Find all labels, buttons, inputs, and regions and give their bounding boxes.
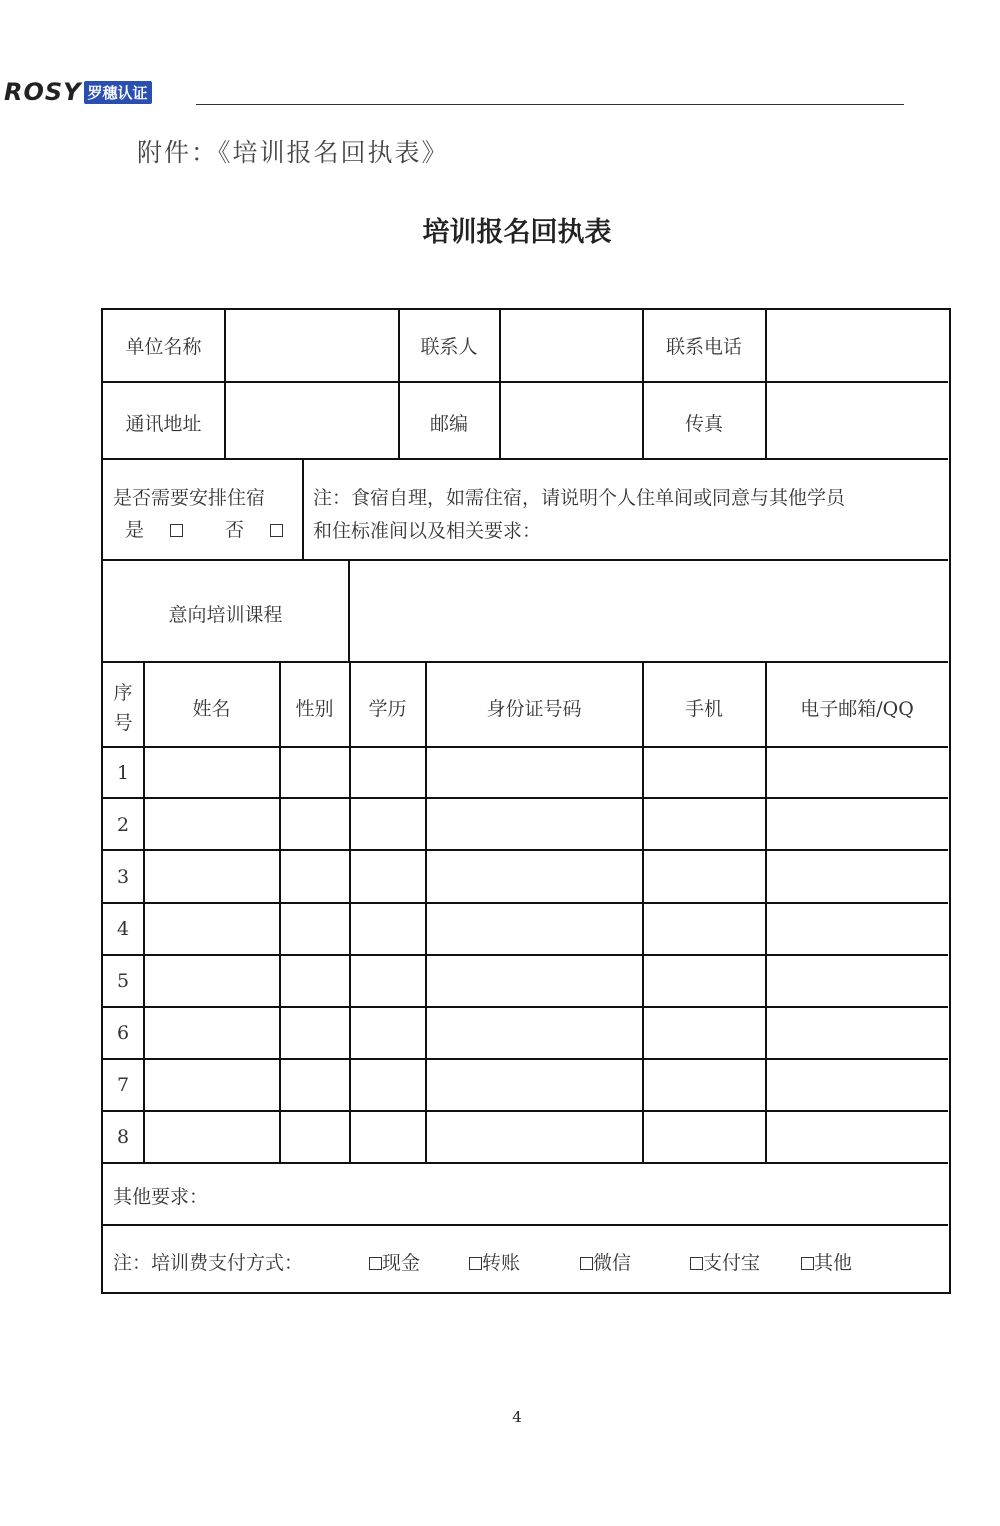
col-divider — [765, 310, 767, 458]
payment-option-wechat[interactable] — [580, 1248, 631, 1275]
payment-alipay-label: 支付宝 — [703, 1252, 761, 1274]
col-divider — [279, 661, 281, 1162]
page-number: 4 — [512, 1408, 522, 1426]
label-fax: 传真 — [684, 413, 723, 435]
payment-transfer-label: 转账 — [482, 1252, 521, 1274]
lodging-note-line2: 和住标准间以及相关要求： — [313, 520, 542, 542]
form-title: 培训报名回执表 — [422, 217, 612, 248]
label-unit-name: 单位名称 — [125, 336, 202, 358]
row-number: 4 — [116, 918, 130, 940]
label-phone: 联系电话 — [665, 336, 742, 358]
col-divider — [499, 310, 501, 458]
row-divider — [103, 902, 948, 904]
logo-latin-text: ROSY — [4, 78, 82, 106]
payment-option-cash[interactable] — [369, 1248, 420, 1275]
row-divider — [103, 1224, 948, 1226]
row-divider — [103, 458, 948, 460]
lodging-yes-option[interactable] — [125, 515, 183, 542]
payment-option-transfer[interactable] — [469, 1248, 520, 1275]
label-lodging-question: 是否需要安排住宿 — [113, 487, 266, 509]
header-name: 姓名 — [192, 698, 231, 720]
payment-other-label: 其他 — [814, 1252, 853, 1274]
row-divider — [103, 661, 948, 663]
col-divider — [642, 661, 644, 1162]
row-number: 6 — [116, 1022, 130, 1044]
payment-option-other[interactable] — [801, 1248, 852, 1275]
row-number: 7 — [116, 1074, 130, 1096]
payment-option-alipay[interactable] — [690, 1248, 760, 1275]
row-divider — [103, 1162, 948, 1164]
attachment-title: 附件：《培训报名回执表》 — [137, 138, 449, 167]
header-id-number: 身份证号码 — [486, 698, 582, 720]
col-divider — [348, 559, 350, 661]
row-divider — [103, 954, 948, 956]
registration-form-table — [101, 308, 951, 1294]
label-contact: 联系人 — [420, 336, 478, 358]
payment-wechat-checkbox[interactable] — [580, 1257, 593, 1270]
header-seq-line2: 号 — [113, 712, 133, 734]
lodging-no-checkbox[interactable] — [270, 524, 283, 537]
lodging-note-line1: 注：食宿自理，如需住宿，请说明个人住单间或同意与其他学员 — [313, 487, 846, 509]
lodging-yes-checkbox[interactable] — [170, 524, 183, 537]
header-gender: 性别 — [295, 698, 334, 720]
col-divider — [349, 661, 351, 1162]
row-divider — [103, 746, 948, 748]
header-email: 电子邮箱/QQ — [800, 698, 914, 720]
row-divider — [103, 559, 948, 561]
header-seq — [103, 678, 143, 738]
row-divider — [103, 797, 948, 799]
lodging-yes-label: 是 — [125, 519, 145, 541]
lodging-no-label: 否 — [225, 519, 245, 541]
row-divider — [103, 1110, 948, 1112]
col-divider — [425, 661, 427, 1162]
header-mobile: 手机 — [684, 698, 723, 720]
row-number: 3 — [116, 866, 130, 888]
col-divider — [143, 661, 145, 1162]
header-rule — [196, 104, 904, 105]
header-seq-line1: 序 — [113, 682, 133, 704]
logo-cn-text: 罗穗认证 — [84, 81, 152, 104]
col-divider — [224, 310, 226, 458]
row-number: 8 — [116, 1126, 130, 1148]
payment-cash-checkbox[interactable] — [369, 1257, 382, 1270]
row-number: 2 — [116, 814, 130, 836]
row-divider — [103, 1006, 948, 1008]
label-postcode: 邮编 — [429, 413, 468, 435]
payment-cash-label: 现金 — [382, 1252, 421, 1274]
payment-other-checkbox[interactable] — [801, 1257, 814, 1270]
row-number: 5 — [116, 970, 130, 992]
company-logo — [4, 78, 152, 106]
col-divider — [302, 458, 304, 559]
label-intended-course: 意向培训课程 — [168, 604, 283, 626]
label-payment-method: 注：培训费支付方式： — [113, 1252, 304, 1274]
row-divider — [103, 1058, 948, 1060]
row-number: 1 — [116, 762, 130, 784]
col-divider — [765, 661, 767, 1162]
row-divider — [103, 381, 948, 383]
payment-transfer-checkbox[interactable] — [469, 1257, 482, 1270]
label-address: 通讯地址 — [125, 413, 202, 435]
row-divider — [103, 849, 948, 851]
payment-alipay-checkbox[interactable] — [690, 1257, 703, 1270]
payment-wechat-label: 微信 — [593, 1252, 632, 1274]
header-education: 学历 — [368, 698, 407, 720]
label-other-requirements: 其他要求： — [113, 1186, 209, 1208]
page-header — [0, 72, 1000, 112]
lodging-no-option[interactable] — [225, 515, 283, 542]
